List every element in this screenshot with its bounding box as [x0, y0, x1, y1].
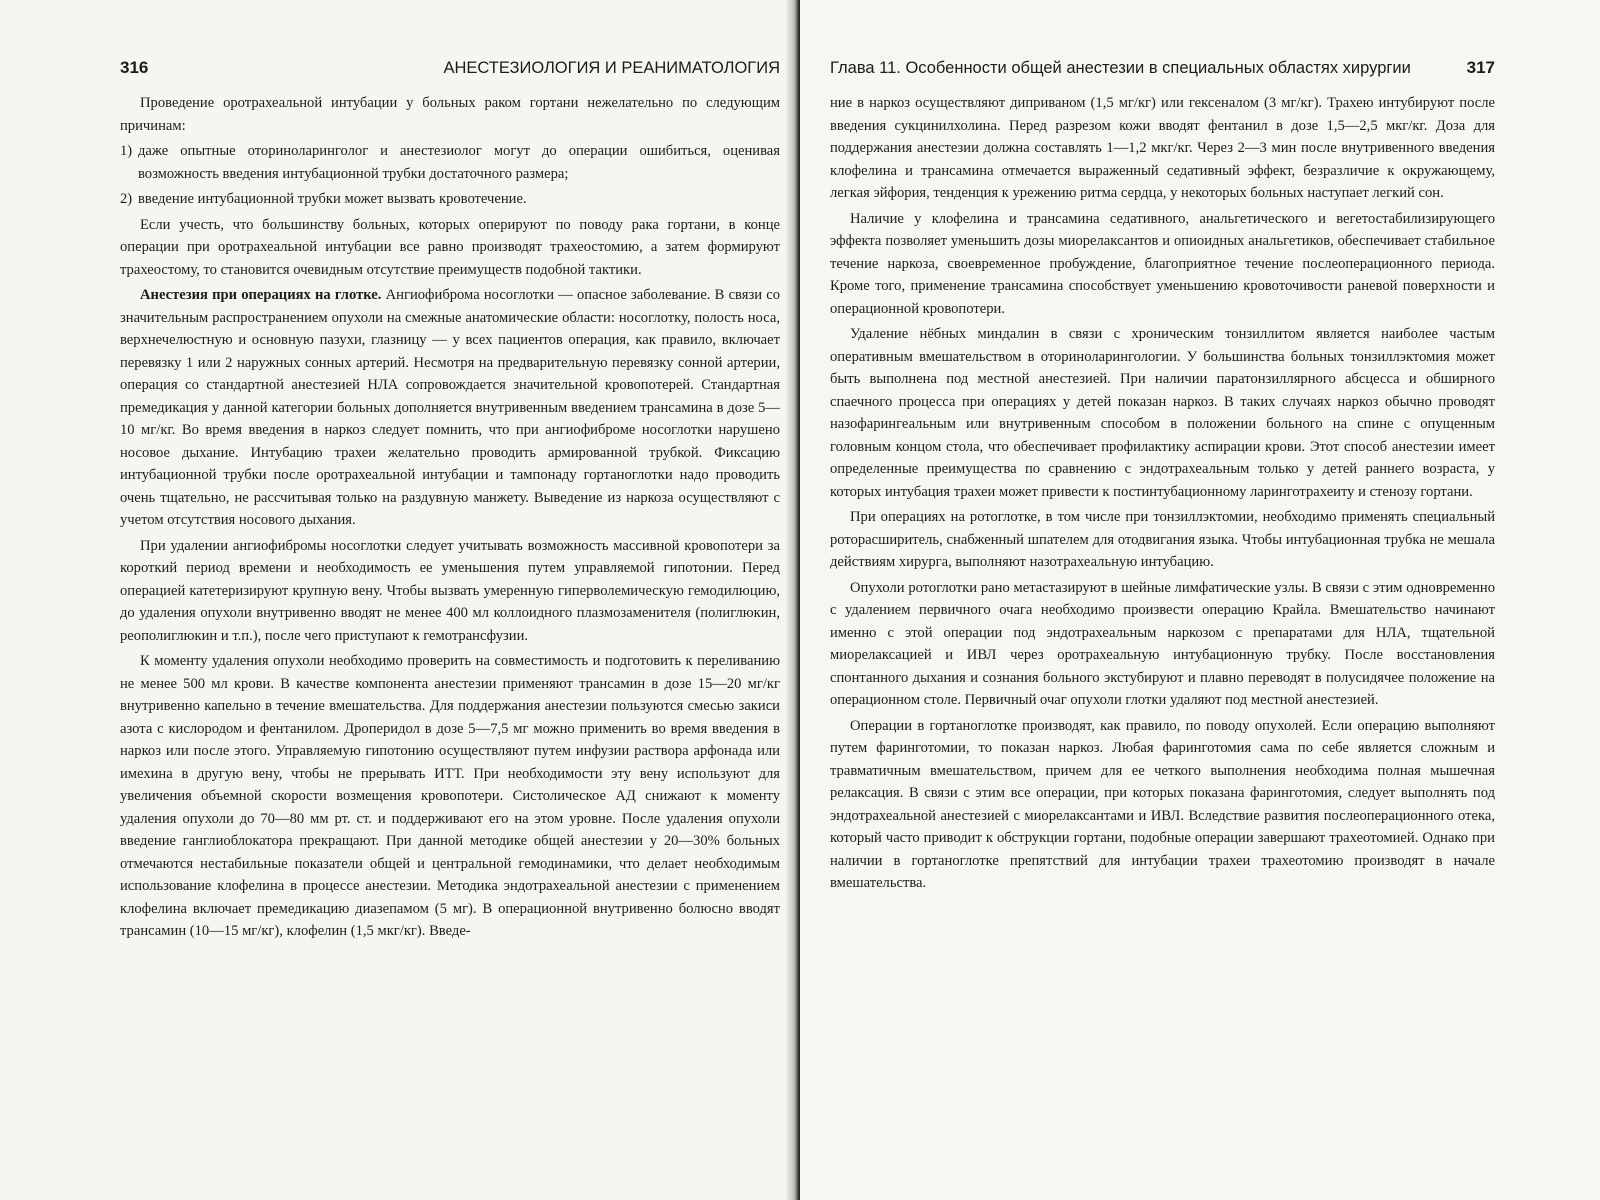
- paragraph: Наличие у клофелина и трансамина седативного, анальгетического и вегетостабилизирующего эффекта позволяет уменьшить дозы миорелаксантов и опиоидных анальгетиков, обеспечивает стабильное течение наркоза, своевременное пробуждение, благоприятное течение послеоперационного периода. Кроме того, применение трансамина способствует уменьшению кровоточивости раневой поверхности и операционной кровопотери.: [830, 210, 1495, 317]
- paragraph-text: Ангиофиброма носоглотки — опасное заболевание. В связи со значительным распространением опухоли на смежные анатомические области: носоглотку, полость носа, верхнечелюстную и основную пазухи, глазницу — у всех пациентов операция, как правило, включает перевязку 1 или 2 наружных сонных артерий. Несмотря на предварительную перевязку сонной артерии, операция со стандартной анестезией НЛА сопровождается значительной кровопотерей. Стандартная премедикация у данной категории больных дополняется внутривенным введением трансамина в дозе 5—10 мг/кг. Во время введения в наркоз следует помнить, что при ангиофиброме носоглотки нарушено носовое дыхание. Интубацию трахеи желательно проводить армированной трубкой. Фиксацию интубационной трубки после оротрахеальной интубации и тампонаду гортаноглотки надо проводить очень тщательно, не рассчитывая только на раздувную манжету. Выведение из наркоза осуществляют с учетом отсутствия носового дыхания.: [120, 287, 780, 528]
- paragraph: [120, 284, 780, 532]
- paragraph: Опухоли ротоглотки рано метастазируют в шейные лимфатические узлы. В связи с этим одновременно с удалением первичного очага необходимо произвести операцию Крайла. Вмешательство начинают именно с этой операции под эндотрахеальным наркозом с препаратами для НЛА, тщательной миорелаксацией и ИВЛ через оротрахеальную интубационную трубку. После восстановления спонтанного дыхания и сознания больного экстубируют и плавно переводят в полусидячее положение на операционном столе. Первичный очаг опухоли глотки удаляют под местной анестезией.: [830, 579, 1495, 708]
- paragraph: ние в наркоз осуществляют диприваном (1,5 мг/кг) или гексеналом (3 мг/кг). Трахею интубируют после введения сукцинилхолина. Перед разрезом кожи вводят фентанил в дозе 1,5—2,5 мкг/кг. Доза для поддержания анестезии должна составлять 1—1,2 мкг/кг. Через 2—3 мин после внутривенного введения клофелина и трансамина отмечается выраженный седативный эффект, безразличие к окружающему, легкая эйфория, тенденция к урежению ритма сердца, у некоторых больных наступает легкий сон.: [830, 95, 1495, 201]
- list-item: [120, 140, 780, 185]
- paragraph: Операции в гортаноглотке производят, как правило, по поводу опухолей. Если операцию выполняют путем фаринготомии, то показан наркоз. Любая фаринготомия сама по себе является сложным и травматичным вмешательством, причем для ее четкого выполнения необходима полная мышечная релаксация. В связи с этим все операции, при которых показана фаринготомия, следует выполнять под эндотрахеальной анестезией с миорелаксантами и ИВЛ. Вследствие развития послеоперационного отека, который часто приводит к обструкции гортани, подобные операции завершают трахеотомией. Однако при наличии в гортаноглотке препятствий для интубации трахеи трахеотомию производят в начале вмешательства.: [830, 717, 1495, 891]
- running-title: АНЕСТЕЗИОЛОГИЯ И РЕАНИМАТОЛОГИЯ: [443, 59, 780, 77]
- list-item-text: введение интубационной трубки может вызвать кровотечение.: [138, 191, 527, 207]
- list-marker: 1): [120, 143, 133, 159]
- list-item-text: даже опытные оториноларинголог и анестезиолог могут до операции ошибиться, оценивая возможность введения интубационной трубки достаточного размера;: [138, 143, 780, 182]
- right-page-header: [830, 58, 1495, 78]
- paragraph: Проведение оротрахеальной интубации у больных раком гортани нежелательно по следующим причинам:: [120, 95, 780, 134]
- list-item: [120, 188, 780, 211]
- left-page-header: [120, 58, 780, 78]
- section-heading: Анестезия при операциях на глотке.: [140, 287, 382, 303]
- list-marker: 2): [120, 191, 133, 207]
- page-number: 317: [1466, 58, 1495, 77]
- page-number: 316: [120, 58, 149, 77]
- left-page-body: [120, 92, 780, 943]
- paragraph: Удаление нёбных миндалин в связи с хроническим тонзиллитом является наиболее частым оперативным вмешательством в оториноларингологии. У большинства больных тонзиллэктомия может быть выполнена под местной анестезией. При наличии паратонзиллярного абсцесса и обширного спаечного процесса при операциях у детей показан наркоз. В таких случаях наркоз обычно проводят назофарингеальным или внутривенным способом в положении больного на спине с опущенным головным концом стола, что обеспечивает профилактику аспирации крови. Этот способ анестезии имеет определенные преимущества по сравнению с эндотрахеальным только у детей раннего возраста, у которых интубация трахеи может привести к постинтубационному ларинготрахеиту и стенозу гортани.: [830, 326, 1495, 500]
- paragraph: К моменту удаления опухоли необходимо проверить на совместимость и подготовить к переливанию не менее 500 мл крови. В качестве компонента анестезии применяют трансамин в дозе 15—20 мг/кг внутривенно капельно в течение вмешательства. Для поддержания анестезии пользуются смесью закиси азота с кислородом и фентанилом. Дроперидол в дозе 5—7,5 мг можно применить во время введения в наркоз или после этого. Управляемую гипотонию осуществляют путем инфузии раствора арфонада или имехина в другую вену, чтобы не прерывать ИТТ. При необходимости эту вену используют для увеличения объемной скорости возмещения кровопотери. Систолическое АД снижают к моменту удаления опухоли до 70—80 мм рт. ст. и поддерживают его на этом уровне. После удаления опухоли введение ганглиоблокатора прекращают. При данной методике общей анестезии у 20—30% больных отмечаются нестабильные показатели общей и центральной гемодинамики, что делает необходимым использование клофелина в процессе анестезии. Методика эндотрахеальной анестезии с применением клофелина включает премедикацию диазепамом (5 мг). В операционной внутривенно болюсно вводят трансамин (10—15 мг/кг), клофелин (1,5 мкг/кг). Введе-: [120, 653, 780, 939]
- paragraph: Если учесть, что большинству больных, которых оперируют по поводу рака гортани, в конце операции при оротрахеальной интубации все равно производят трахеостомию, а затем формируют трахеостому, то становится очевидным отсутствие преимуществ подобной тактики.: [120, 216, 780, 278]
- paragraph: При удалении ангиофибромы носоглотки следует учитывать возможность массивной кровопотери за короткий период времени и необходимость ее уменьшения путем управляемой гипотонии. Перед операцией катетеризируют крупную вену. Чтобы вызвать умеренную гиперволемическую гемодилюцию, до удаления опухоли внутривенно вводят не менее 400 мл коллоидного плазмозаменителя (полиглюкин, реополиглюкин и т.п.), после чего приступают к гемотрансфузии.: [120, 537, 780, 644]
- running-title: Глава 11. Особенности общей анестезии в специальных областях хирургии: [830, 59, 1411, 77]
- right-page: [800, 0, 1600, 1200]
- paragraph: При операциях на ротоглотке, в том числе при тонзиллэктомии, необходимо применять специальный роторасширитель, снабженный шпателем для отодвигания языка. Чтобы интубационная трубка не мешала действиям хирурга, выполняют назотрахеальную интубацию.: [830, 509, 1495, 570]
- right-page-body: [830, 92, 1495, 895]
